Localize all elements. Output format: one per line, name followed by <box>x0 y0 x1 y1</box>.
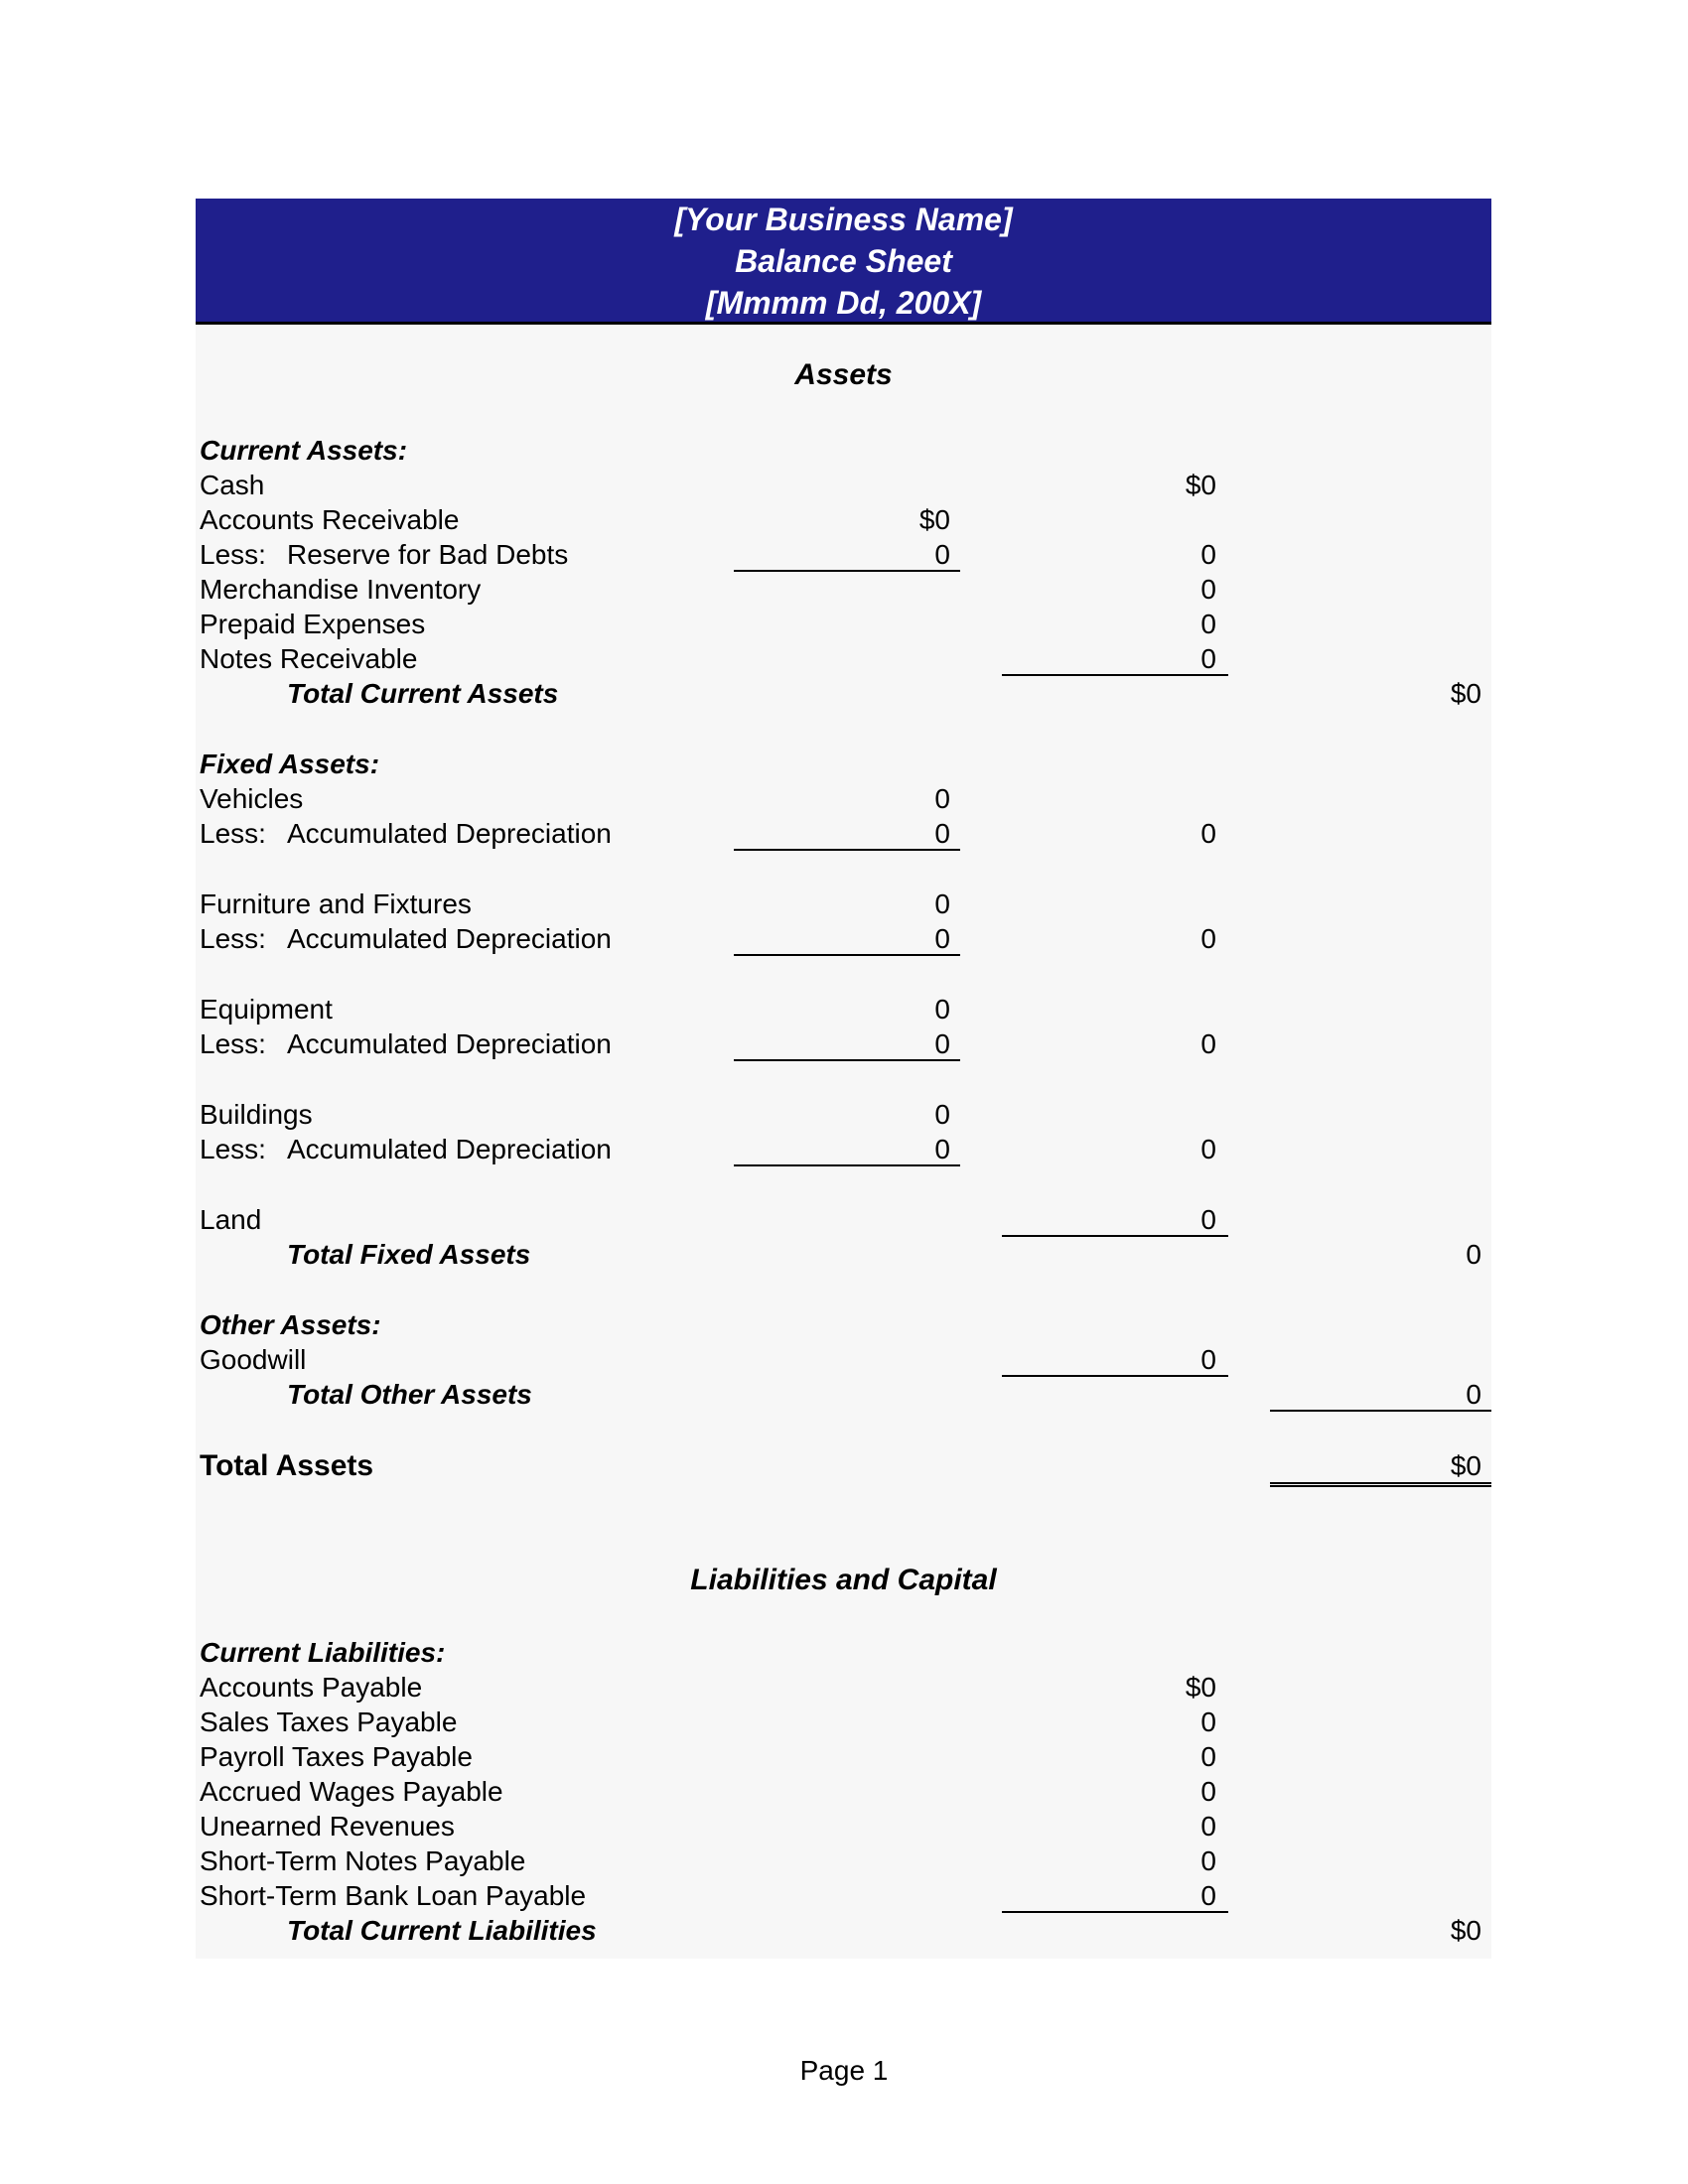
equipment-depreciation-value: 0 <box>734 1026 960 1061</box>
merchandise-inventory-value: 0 <box>1200 574 1216 605</box>
accounts-receivable-value: $0 <box>918 504 950 535</box>
reserve-bad-debts-label <box>200 537 568 572</box>
cash-row <box>196 468 1491 502</box>
total-assets-value: $0 <box>1270 1448 1491 1487</box>
fixed-assets-heading-row <box>196 747 1491 781</box>
land-value: 0 <box>1002 1202 1228 1237</box>
accounts-receivable-row <box>196 502 1491 537</box>
total-current-liabilities-value: $0 <box>1450 1915 1481 1946</box>
total-current-liabilities-label: Total Current Liabilities <box>287 1915 597 1946</box>
sales-taxes-label: Sales Taxes Payable <box>200 1706 458 1737</box>
current-assets-heading-row <box>196 433 1491 468</box>
report-date: [Mmmm Dd, 200X] <box>705 285 982 321</box>
furniture-depreciation-label <box>200 921 612 956</box>
current-liabilities-heading-row <box>196 1635 1491 1670</box>
furniture-label: Furniture and Fixtures <box>200 888 472 919</box>
other-assets-heading-row <box>196 1307 1491 1342</box>
prepaid-expenses-row <box>196 607 1491 641</box>
goodwill-label: Goodwill <box>200 1344 307 1375</box>
depreciation-text: Accumulated Depreciation <box>287 1028 612 1059</box>
unearned-revenues-row <box>196 1809 1491 1843</box>
short-term-bank-loan-row <box>196 1878 1491 1913</box>
sales-taxes-value: 0 <box>1200 1706 1216 1737</box>
assets-title: Assets <box>794 358 893 391</box>
cash-label: Cash <box>200 470 265 500</box>
short-term-notes-value: 0 <box>1200 1845 1216 1876</box>
accounts-receivable-label: Accounts Receivable <box>200 504 460 535</box>
total-fixed-assets-value: 0 <box>1466 1239 1481 1270</box>
total-other-assets-value: 0 <box>1270 1377 1491 1412</box>
buildings-net-value: 0 <box>1200 1134 1216 1164</box>
vehicles-depreciation-row <box>196 816 1491 851</box>
equipment-value: 0 <box>934 994 950 1024</box>
depreciation-text: Accumulated Depreciation <box>287 1134 612 1164</box>
payroll-taxes-row <box>196 1739 1491 1774</box>
buildings-depreciation-label <box>200 1132 612 1166</box>
less-prefix: Less: <box>200 1028 266 1059</box>
total-current-assets-row <box>196 676 1491 711</box>
prepaid-expenses-label: Prepaid Expenses <box>200 609 426 639</box>
furniture-net-value: 0 <box>1200 923 1216 954</box>
less-prefix: Less: <box>200 818 266 849</box>
equipment-label: Equipment <box>200 994 333 1024</box>
goodwill-row <box>196 1342 1491 1377</box>
report-title: Balance Sheet <box>735 243 952 279</box>
land-label: Land <box>200 1204 262 1235</box>
business-name: [Your Business Name] <box>674 202 1013 237</box>
land-row <box>196 1202 1491 1237</box>
short-term-bank-loan-label: Short-Term Bank Loan Payable <box>200 1880 587 1911</box>
current-assets-heading: Current Assets: <box>200 435 408 466</box>
payroll-taxes-value: 0 <box>1200 1741 1216 1772</box>
furniture-depreciation-row <box>196 921 1491 956</box>
total-fixed-assets-row <box>196 1237 1491 1272</box>
sales-taxes-row <box>196 1705 1491 1739</box>
payroll-taxes-label: Payroll Taxes Payable <box>200 1741 473 1772</box>
total-current-assets-label: Total Current Assets <box>287 678 559 709</box>
total-other-assets-label: Total Other Assets <box>287 1379 532 1410</box>
notes-receivable-label: Notes Receivable <box>200 643 418 674</box>
equipment-depreciation-row <box>196 1026 1491 1061</box>
total-other-assets-row <box>196 1377 1491 1412</box>
notes-receivable-row <box>196 641 1491 676</box>
vehicles-value: 0 <box>934 783 950 814</box>
reserve-bad-debts-row <box>196 537 1491 572</box>
buildings-value: 0 <box>934 1099 950 1130</box>
page-number: Page 1 <box>799 2055 889 2086</box>
cash-value: $0 <box>1185 470 1216 500</box>
accrued-wages-value: 0 <box>1200 1776 1216 1807</box>
total-current-liabilities-row <box>196 1913 1491 1948</box>
reserve-bad-debts-text: Reserve for Bad Debts <box>287 539 569 570</box>
buildings-label: Buildings <box>200 1099 313 1130</box>
equipment-net-value: 0 <box>1200 1028 1216 1059</box>
total-assets-label: Total Assets <box>200 1449 374 1482</box>
total-current-assets-value: $0 <box>1450 678 1481 709</box>
notes-receivable-value: 0 <box>1002 641 1228 676</box>
accrued-wages-label: Accrued Wages Payable <box>200 1776 503 1807</box>
prepaid-expenses-value: 0 <box>1200 609 1216 639</box>
vehicles-net-value: 0 <box>1200 818 1216 849</box>
furniture-row <box>196 887 1491 921</box>
vehicles-label: Vehicles <box>200 783 304 814</box>
depreciation-text: Accumulated Depreciation <box>287 818 612 849</box>
vehicles-row <box>196 781 1491 816</box>
sheet-header <box>196 199 1491 325</box>
accrued-wages-row <box>196 1774 1491 1809</box>
furniture-depreciation-value: 0 <box>734 921 960 956</box>
depreciation-text: Accumulated Depreciation <box>287 923 612 954</box>
merchandise-inventory-label: Merchandise Inventory <box>200 574 482 605</box>
vehicles-depreciation-label <box>200 816 612 851</box>
liabilities-title: Liabilities and Capital <box>690 1564 997 1596</box>
fixed-assets-heading: Fixed Assets: <box>200 749 380 779</box>
equipment-row <box>196 992 1491 1026</box>
accounts-payable-value: $0 <box>1185 1672 1216 1703</box>
current-liabilities-heading: Current Liabilities: <box>200 1637 446 1668</box>
short-term-notes-row <box>196 1843 1491 1878</box>
buildings-row <box>196 1097 1491 1132</box>
buildings-depreciation-value: 0 <box>734 1132 960 1166</box>
unearned-revenues-value: 0 <box>1200 1811 1216 1842</box>
less-prefix: Less: <box>200 539 266 570</box>
other-assets-heading: Other Assets: <box>200 1309 381 1340</box>
reserve-bad-debts-value: 0 <box>734 537 960 572</box>
buildings-depreciation-row <box>196 1132 1491 1166</box>
total-assets-row <box>196 1448 1491 1483</box>
goodwill-value: 0 <box>1002 1342 1228 1377</box>
short-term-notes-label: Short-Term Notes Payable <box>200 1845 526 1876</box>
unearned-revenues-label: Unearned Revenues <box>200 1811 455 1842</box>
furniture-value: 0 <box>934 888 950 919</box>
less-prefix: Less: <box>200 1134 266 1164</box>
less-prefix: Less: <box>200 923 266 954</box>
accounts-payable-row <box>196 1670 1491 1705</box>
accounts-payable-label: Accounts Payable <box>200 1672 423 1703</box>
net-receivable-value: 0 <box>1200 539 1216 570</box>
balance-sheet <box>196 199 1491 1959</box>
vehicles-depreciation-value: 0 <box>734 816 960 851</box>
short-term-bank-loan-value: 0 <box>1002 1878 1228 1913</box>
total-fixed-assets-label: Total Fixed Assets <box>287 1239 531 1270</box>
merchandise-inventory-row <box>196 572 1491 607</box>
equipment-depreciation-label <box>200 1026 612 1061</box>
